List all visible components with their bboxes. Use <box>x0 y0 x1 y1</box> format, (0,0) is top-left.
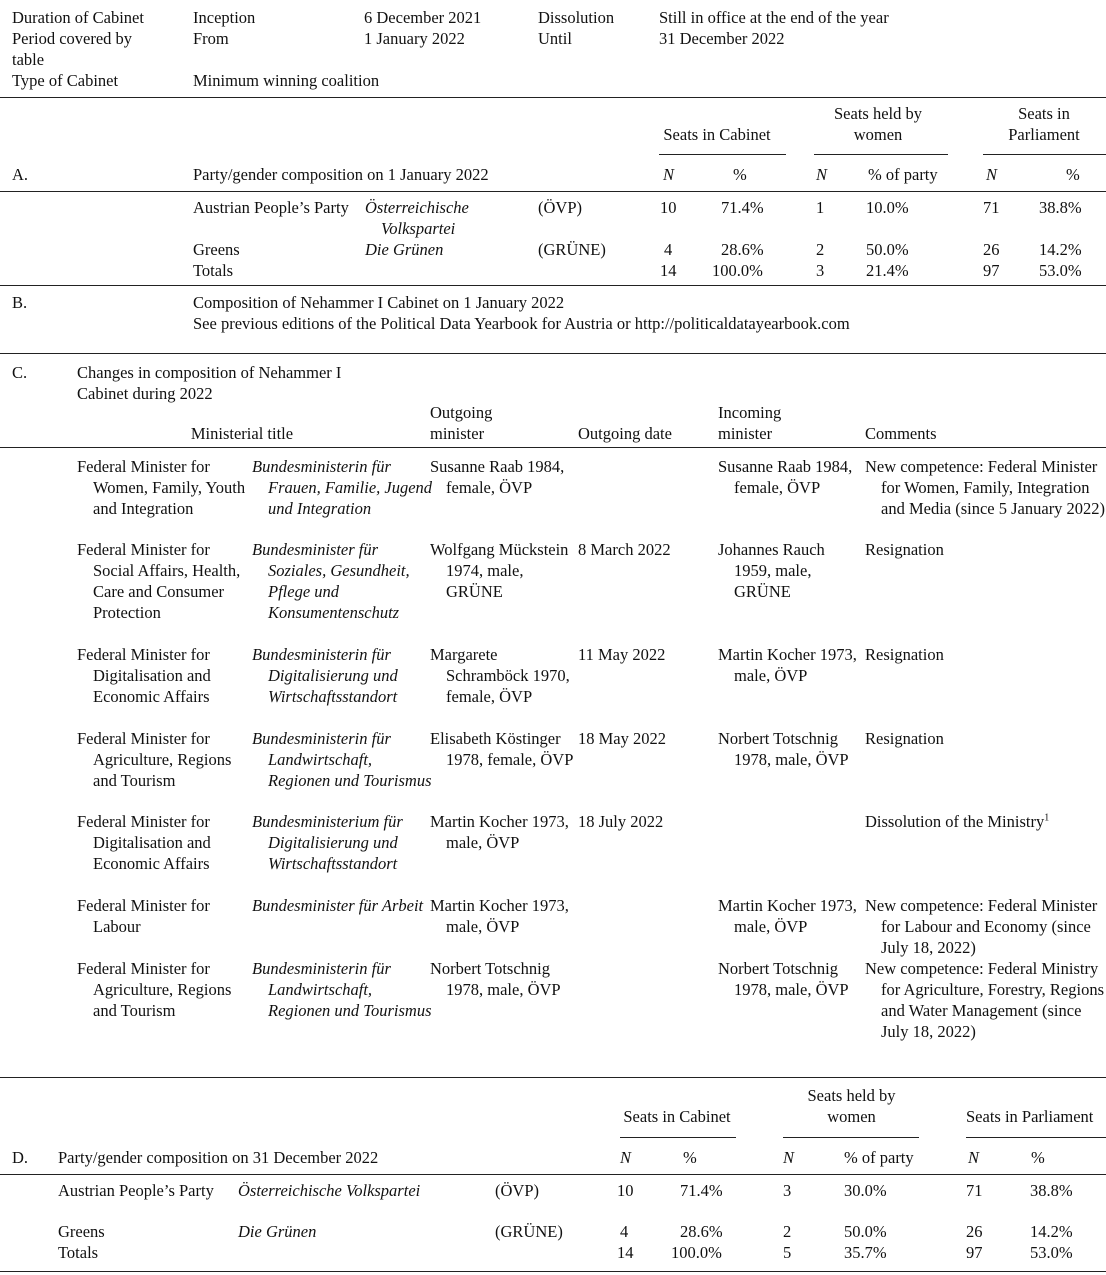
sub-n: N <box>986 165 998 184</box>
hdr-seats-parliament: Seats in Parliament <box>966 1107 1094 1126</box>
ministerial-title: Federal Minister for Digitalisation and Economic Affairs <box>77 812 211 873</box>
outgoing-minister: Elisabeth Köstinger 1978, female, ÖVP <box>430 729 574 769</box>
hdr-seats-cabinet: Seats in Cabinet <box>623 1107 731 1126</box>
parl-n: 71 <box>966 1181 983 1200</box>
wom-n: 5 <box>783 1243 792 1262</box>
party-name: Austrian People’s Party <box>193 198 349 217</box>
cab-n: 14 <box>660 261 677 280</box>
ministerial-title-native: Bundesministerin für Landwirtschaft, Regionen und Tourismus <box>252 959 432 1020</box>
type-value: Minimum winning coalition <box>193 71 380 90</box>
section-note: See previous editions of the Political Data Yearbook for Austria or http://politicaldatayearbook.com <box>193 314 850 333</box>
totals-label: Totals <box>193 261 234 280</box>
outgoing-minister: Martin Kocher 1973, male, ÖVP <box>430 896 569 936</box>
incoming-minister: Martin Kocher 1973, male, ÖVP <box>718 645 857 685</box>
cab-n: 4 <box>664 240 673 259</box>
hdr-outgoing-date: Outgoing date <box>578 424 672 443</box>
wom-n: 3 <box>816 261 825 280</box>
wom-n: 3 <box>783 1181 792 1200</box>
from-label: From <box>193 29 229 48</box>
cab-pct: 71.4% <box>721 198 764 217</box>
sub-n: N <box>968 1148 980 1167</box>
sub-n: N <box>816 165 828 184</box>
parl-pct: 53.0% <box>1030 1243 1073 1262</box>
parl-n: 71 <box>983 198 1000 217</box>
hdr-seats-cabinet: Seats in Cabinet <box>663 125 771 144</box>
wom-pct: 10.0% <box>866 198 909 217</box>
divider <box>0 1271 1106 1272</box>
cab-n: 10 <box>660 198 677 217</box>
ministerial-title-native: Bundesminister für Soziales, Gesundheit, Pflege und Konsumentenschutz <box>252 540 410 622</box>
totals-label: Totals <box>58 1243 99 1262</box>
parl-n: 97 <box>966 1243 983 1262</box>
comment: New competence: Federal Minister for Labour and Economy (since July 18, 2022) <box>865 896 1098 957</box>
wom-pct: 50.0% <box>844 1222 887 1241</box>
party-native: Die Grünen <box>238 1222 317 1241</box>
party-abbr: (ÖVP) <box>495 1181 539 1200</box>
hdr-ministerial-title: Ministerial title <box>190 424 294 443</box>
outgoing-date: 8 March 2022 <box>578 540 671 559</box>
party-name: Greens <box>58 1222 105 1241</box>
hdr-incoming-minister: Incoming minister <box>718 403 782 443</box>
type-label: Type of Cabinet <box>12 71 119 90</box>
ministerial-title: Federal Minister for Women, Family, Youth and Integration <box>77 457 246 518</box>
cab-pct: 28.6% <box>680 1222 723 1241</box>
cab-n: 4 <box>620 1222 629 1241</box>
incoming-minister: Johannes Rauch 1959, male, GRÜNE <box>718 540 825 601</box>
divider <box>0 1174 1106 1175</box>
comment: Resignation <box>865 729 944 748</box>
from-date: 1 January 2022 <box>364 29 465 48</box>
sub-n: N <box>620 1148 632 1167</box>
ministerial-title-native: Bundesministerium für Digitalisierung und Wirtschaftsstandort <box>252 812 403 873</box>
ministerial-title: Federal Minister for Agriculture, Regions and Tourism <box>77 729 232 790</box>
hdr-outgoing-minister: Outgoing minister <box>430 403 493 443</box>
parl-pct: 53.0% <box>1039 261 1082 280</box>
section-title: Changes in composition of Nehammer I Cabinet during 2022 <box>77 363 342 403</box>
sub-n: N <box>783 1148 795 1167</box>
sub-pct: % <box>1031 1148 1045 1167</box>
cab-n: 10 <box>617 1181 634 1200</box>
ministerial-title-native: Bundesminister für Arbeit <box>252 896 424 915</box>
party-abbr: (GRÜNE) <box>538 240 606 259</box>
inception-label: Inception <box>193 8 256 27</box>
parl-pct: 14.2% <box>1039 240 1082 259</box>
outgoing-date: 11 May 2022 <box>578 645 666 664</box>
footnote-marker: 1 <box>1044 812 1050 824</box>
incoming-minister: Martin Kocher 1973, male, ÖVP <box>718 896 857 936</box>
comment: New competence: Federal Ministry for Agriculture, Forestry, Regions and Water Management (since July 18, 2022) <box>865 959 1105 1041</box>
until-label: Until <box>538 29 572 48</box>
party-name: Greens <box>193 240 240 259</box>
divider <box>0 97 1106 98</box>
party-native: Die Grünen <box>365 240 444 259</box>
ministerial-title: Federal Minister for Digitalisation and Economic Affairs <box>77 645 211 706</box>
comment: Resignation <box>865 645 944 664</box>
header-rule <box>659 154 786 155</box>
cab-pct: 100.0% <box>671 1243 722 1262</box>
section-label: A. <box>12 165 29 184</box>
header-rule <box>814 154 948 155</box>
parl-pct: 38.8% <box>1030 1181 1073 1200</box>
section-label: C. <box>12 363 28 382</box>
divider <box>0 191 1106 192</box>
incoming-minister: Norbert Totschnig 1978, male, ÖVP <box>718 959 849 999</box>
inception-date: 6 December 2021 <box>364 8 482 27</box>
parl-n: 97 <box>983 261 1000 280</box>
comment: Resignation <box>865 540 944 559</box>
wom-n: 1 <box>816 198 825 217</box>
divider <box>0 285 1106 286</box>
header-rule <box>783 1137 919 1138</box>
section-title: Party/gender composition on 31 December 2022 <box>58 1148 379 1167</box>
comment-text: Dissolution of the Ministry <box>865 812 1045 831</box>
parl-n: 26 <box>966 1222 983 1241</box>
ministerial-title-native: Bundesministerin für Frauen, Familie, Jugend und Integration <box>252 457 433 518</box>
wom-pct: 35.7% <box>844 1243 887 1262</box>
cab-pct: 100.0% <box>712 261 763 280</box>
wom-pct: 21.4% <box>866 261 909 280</box>
header-rule <box>620 1137 736 1138</box>
sub-pct-party: % of party <box>868 165 938 184</box>
outgoing-minister: Martin Kocher 1973, male, ÖVP <box>430 812 569 852</box>
sub-pct: % <box>1066 165 1080 184</box>
outgoing-minister: Wolfgang Mückstein 1974, male, GRÜNE <box>430 540 569 601</box>
sub-pct: % <box>733 165 747 184</box>
outgoing-date: 18 July 2022 <box>578 812 664 831</box>
wom-pct: 30.0% <box>844 1181 887 1200</box>
ministerial-title: Federal Minister for Agriculture, Regions and Tourism <box>77 959 232 1020</box>
parl-n: 26 <box>983 240 1000 259</box>
divider <box>0 447 1106 448</box>
ministerial-title-native: Bundesministerin für Digitalisierung und Wirtschaftsstandort <box>252 645 398 706</box>
cab-n: 14 <box>617 1243 634 1262</box>
party-abbr: (GRÜNE) <box>495 1222 563 1241</box>
wom-n: 2 <box>816 240 825 259</box>
party-abbr: (ÖVP) <box>538 198 582 217</box>
sub-pct: % <box>683 1148 697 1167</box>
sub-n: N <box>663 165 675 184</box>
hdr-seats-women: Seats held by women <box>834 104 922 144</box>
outgoing-minister: Norbert Totschnig 1978, male, ÖVP <box>430 959 561 999</box>
party-name: Austrian People’s Party <box>58 1181 214 1200</box>
section-title: Composition of Nehammer I Cabinet on 1 January 2022 <box>193 293 565 312</box>
wom-n: 2 <box>783 1222 792 1241</box>
incoming-minister: Norbert Totschnig 1978, male, ÖVP <box>718 729 849 769</box>
dissolution-value: Still in office at the end of the year <box>659 8 889 27</box>
parl-pct: 38.8% <box>1039 198 1082 217</box>
duration-label: Duration of Cabinet <box>12 8 144 27</box>
cab-pct: 28.6% <box>721 240 764 259</box>
header-rule <box>966 1137 1106 1138</box>
ministerial-title-native: Bundesministerin für Landwirtschaft, Regionen und Tourismus <box>252 729 432 790</box>
until-date: 31 December 2022 <box>659 29 785 48</box>
party-native: Österreichische Volkspartei <box>238 1181 421 1200</box>
ministerial-title: Federal Minister for Labour <box>77 896 210 936</box>
divider <box>0 353 1106 354</box>
hdr-seats-parliament: Seats in Parliament <box>1008 104 1080 144</box>
cab-pct: 71.4% <box>680 1181 723 1200</box>
sub-pct-party: % of party <box>844 1148 914 1167</box>
hdr-seats-women: Seats held by women <box>807 1086 896 1126</box>
parl-pct: 14.2% <box>1030 1222 1073 1241</box>
incoming-minister: Susanne Raab 1984, female, ÖVP <box>718 457 853 497</box>
wom-pct: 50.0% <box>866 240 909 259</box>
outgoing-minister: Susanne Raab 1984, female, ÖVP <box>430 457 565 497</box>
header-rule <box>983 154 1106 155</box>
party-native: Österreichische Volkspartei <box>365 198 469 238</box>
divider <box>0 1077 1106 1078</box>
section-label: B. <box>12 293 28 312</box>
ministerial-title: Federal Minister for Social Affairs, Health, Care and Consumer Protection <box>77 540 241 622</box>
hdr-comments: Comments <box>865 424 937 443</box>
section-label: D. <box>12 1148 29 1167</box>
comment: New competence: Federal Minister for Women, Family, Integration and Media (since 5 January 2022) <box>865 457 1106 518</box>
period-label: Period covered by table <box>12 29 133 69</box>
comment <box>865 811 1049 832</box>
outgoing-date: 18 May 2022 <box>578 729 666 748</box>
outgoing-minister: Margarete Schramböck 1970, female, ÖVP <box>430 645 570 706</box>
dissolution-label: Dissolution <box>538 8 615 27</box>
section-title: Party/gender composition on 1 January 2022 <box>193 165 489 184</box>
